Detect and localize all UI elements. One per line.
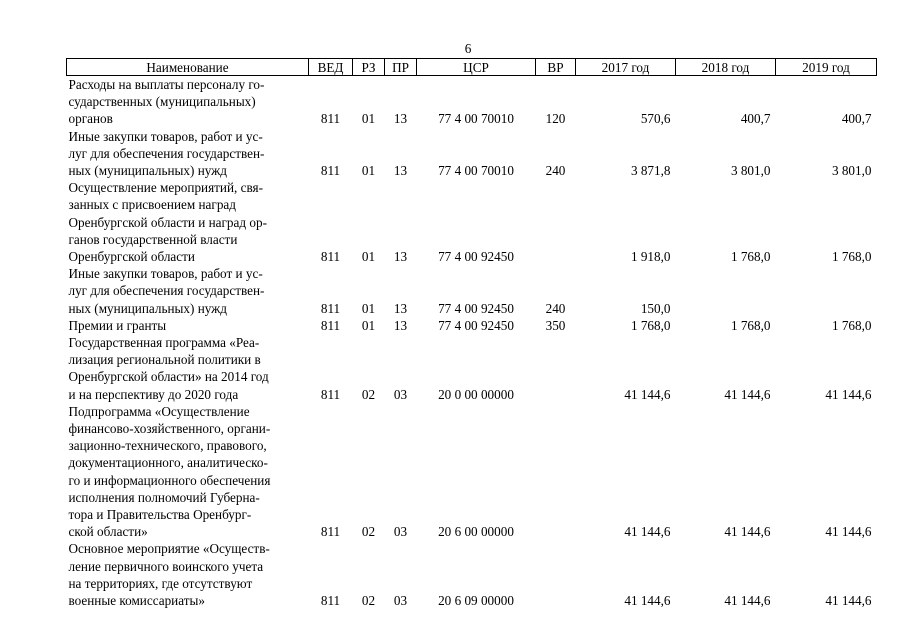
row-rz: 01 [361,317,376,333]
header-csr: ЦСР [417,59,536,76]
row-csr: 77 4 00 70010 [438,163,514,179]
table-row [67,128,877,180]
row-ved: 811 [320,593,341,609]
row-csr: 77 4 00 92450 [438,249,514,265]
row-pr: 03 [393,593,408,609]
row-vr [536,334,576,403]
row-rz: 02 [361,593,376,609]
table-row [67,334,877,403]
row-name: Государственная программа «Реа- лизация региональной политики в Оренбургской области» на 2014 год и на перспективу до 2020 года [68,335,269,402]
row-2019: 1 768,0 [831,317,872,333]
row-ved: 811 [320,386,341,402]
row-2017: 3 871,8 [630,163,671,179]
row-ved: 811 [320,300,341,316]
row-rz: 01 [361,249,376,265]
row-ved: 811 [320,163,341,179]
table-row [67,403,877,541]
header-2019: 2019 год [776,59,877,76]
row-2017: 41 144,6 [624,386,671,402]
table-header-row [67,59,877,76]
row-vr [536,403,576,541]
row-csr: 77 4 00 92450 [438,317,514,333]
row-2017: 150,0 [640,300,671,316]
row-vr: 240 [545,163,566,179]
row-2018: 3 801,0 [730,163,771,179]
row-csr: 77 4 00 92450 [438,300,514,316]
row-2017: 570,6 [640,111,671,127]
row-pr: 03 [393,386,408,402]
row-2019: 41 144,6 [825,524,872,540]
row-2017: 1 768,0 [630,317,671,333]
row-2018: 1 768,0 [730,249,771,265]
row-2017: 41 144,6 [624,593,671,609]
row-pr: 13 [393,249,408,265]
row-vr [536,540,576,609]
row-name: Осуществление мероприятий, свя- занных с присвоением наград Оренбургской области и наград ор- ганов государственной власти Оренбургской области [68,180,267,265]
row-csr: 20 0 00 00000 [438,386,514,402]
row-pr: 13 [393,163,408,179]
row-rz: 01 [361,300,376,316]
table-row [67,265,877,317]
row-2018 [676,265,776,317]
row-2017: 41 144,6 [624,524,671,540]
row-pr: 13 [393,317,408,333]
row-ved: 811 [320,111,341,127]
header-pr: ПР [385,59,417,76]
table-row [67,317,877,334]
row-name: Иные закупки товаров, работ и ус- луг для обеспечения государствен- ных (муниципальных) нужд [68,266,265,316]
row-2018: 41 144,6 [724,524,771,540]
budget-table [66,58,877,609]
table-row [67,179,877,265]
row-2019: 41 144,6 [825,593,872,609]
row-2019: 1 768,0 [831,249,872,265]
row-name: Расходы на выплаты персоналу го- сударственных (муниципальных) органов [68,77,265,127]
table-row [67,540,877,609]
row-2019: 400,7 [841,111,872,127]
row-2018: 41 144,6 [724,593,771,609]
row-name: Иные закупки товаров, работ и ус- луг для обеспечения государствен- ных (муниципальных) нужд [68,128,265,179]
row-vr [536,179,576,265]
row-name: Основное мероприятие «Осуществ- ление первичного воинского учета на территориях, где отсутствуют военные комиссариаты» [68,541,270,609]
row-ved: 811 [320,317,341,333]
row-pr: 13 [393,111,408,127]
row-rz: 01 [361,163,376,179]
row-name: Подпрограмма «Осуществление финансово-хозяйственного, органи- зационно-технического, правового, документационного, аналитическо- го и информационного обеспечения исполнения полномочий Губерна- тора и Правительства Оренбург- ской области» [68,403,271,540]
table-row [67,76,877,128]
row-pr: 03 [393,524,408,540]
page-number: 6 [464,41,472,56]
row-rz: 02 [361,524,376,540]
header-2017: 2017 год [576,59,676,76]
header-ved: ВЕД [309,59,353,76]
row-ved: 811 [320,249,341,265]
header-vr: ВР [536,59,576,76]
row-name: Премии и гранты [68,317,167,333]
row-2018: 41 144,6 [724,386,771,402]
row-rz: 01 [361,111,376,127]
header-name: Наименование [67,59,309,76]
row-2018: 400,7 [740,111,771,127]
header-2018: 2018 год [676,59,776,76]
row-ved: 811 [320,524,341,540]
row-vr: 240 [545,300,566,316]
row-vr: 120 [545,111,566,127]
row-pr: 13 [393,300,408,316]
row-2019: 3 801,0 [831,163,872,179]
row-vr: 350 [545,317,566,333]
row-2017: 1 918,0 [630,249,671,265]
row-csr: 20 6 00 00000 [438,524,514,540]
row-2019: 41 144,6 [825,386,872,402]
row-csr: 20 6 09 00000 [438,593,514,609]
row-rz: 02 [361,386,376,402]
row-2019 [776,265,877,317]
header-rz: РЗ [353,59,385,76]
row-2018: 1 768,0 [730,317,771,333]
row-csr: 77 4 00 70010 [438,111,514,127]
